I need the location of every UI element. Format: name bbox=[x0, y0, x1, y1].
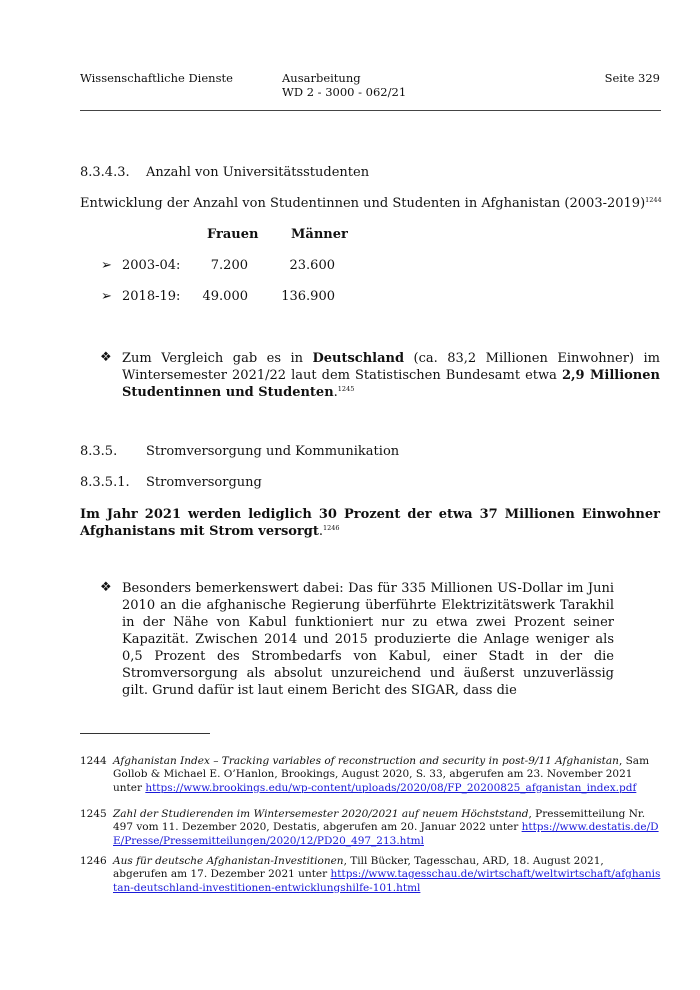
footnote-title: Afghanistan Index – Tracking variables of reconstruction and security in post-9/11 Afghanistan bbox=[113, 755, 619, 767]
footnote-number: 1245 bbox=[80, 808, 107, 820]
section-8351-title: Stromversorgung bbox=[146, 475, 262, 490]
footnote-number: 1246 bbox=[80, 855, 107, 867]
comparison-text-3: . bbox=[333, 385, 338, 400]
table-caption-text: Entwicklung der Anzahl von Studentinnen und Studenten in Afghanistan (2003-2019) bbox=[80, 196, 646, 211]
header-page-number: Seite 329 bbox=[604, 71, 660, 85]
table-header-maenner: Männer bbox=[291, 227, 348, 242]
section-8343-title: Anzahl von Universitätsstudenten bbox=[146, 165, 370, 180]
diamond-bullet-icon: ❖ bbox=[100, 350, 112, 365]
footnote-ref-1246[interactable]: 1246 bbox=[323, 524, 340, 532]
diamond-bullet-icon: ❖ bbox=[100, 580, 112, 595]
section-835-title: Stromversorgung und Kommunikation bbox=[146, 444, 400, 459]
header-institution: Wissenschaftliche Dienste bbox=[80, 71, 233, 85]
table-row-frauen: 7.200 bbox=[210, 258, 248, 273]
comparison-bold-count: 2,9 Millionen Studentinnen und Studenten bbox=[122, 368, 660, 400]
table-caption bbox=[80, 195, 680, 212]
footnote-separator bbox=[80, 733, 210, 734]
arrow-bullet-icon: ➢ bbox=[101, 289, 112, 304]
comparison-bold-country: Deutschland bbox=[312, 351, 405, 366]
footnote-title: Zahl der Studierenden im Wintersemester 2020/2021 auf neuem Höchststand bbox=[113, 808, 529, 820]
header-rule bbox=[80, 110, 661, 111]
section-8343-number: 8.3.4.3. bbox=[80, 165, 130, 180]
footnote-text: , Sam Gollob & Michael E. O’Hanlon, Brookings, August 2020, S. 33, abgerufen am 23. November 2021 unter bbox=[113, 755, 650, 794]
footnote-title: Aus für deutsche Afghanistan-Investitionen bbox=[113, 855, 344, 867]
table-row-maenner: 23.600 bbox=[289, 258, 335, 273]
footnote-ref-1244[interactable]: 1244 bbox=[645, 196, 662, 204]
strom-lead-tail: . bbox=[318, 524, 324, 539]
footnote-ref-1245[interactable]: 1245 bbox=[337, 385, 355, 393]
footnote-link[interactable]: https://www.brookings.edu/wp-content/uploads/2020/08/FP_20200825_afganistan_index.pdf bbox=[145, 781, 637, 794]
footnote-1245 bbox=[80, 808, 661, 848]
footnote-number: 1244 bbox=[80, 755, 107, 767]
section-835-number: 8.3.5. bbox=[80, 444, 118, 459]
footnote-link[interactable]: https://www.destatis.de/DE/Presse/Pressemitteilungen/2020/12/PD20_497_213.html bbox=[113, 821, 659, 847]
footnote-text: , Till Bücker, Tagesschau, ARD, 18. August 2021, abgerufen am 17. Dezember 2021 unter bbox=[113, 855, 604, 881]
header-doc-number: WD 2 - 3000 - 062/21 bbox=[282, 85, 407, 99]
comparison-text-2: (ca. 83,2 Millionen Einwohner) im Wintersemester 2021/22 laut dem Statistischen Bundesamt etwa bbox=[122, 351, 660, 383]
table-row-frauen: 49.000 bbox=[202, 289, 248, 304]
header-doc-type: Ausarbeitung bbox=[282, 71, 361, 85]
strom-lead-paragraph bbox=[80, 506, 660, 540]
arrow-bullet-icon: ➢ bbox=[101, 258, 112, 273]
table-row-maenner: 136.900 bbox=[281, 289, 335, 304]
footnote-1244 bbox=[80, 755, 661, 795]
section-8351-number: 8.3.5.1. bbox=[80, 475, 130, 490]
table-row-year: 2018-19: bbox=[122, 289, 181, 304]
footnote-link[interactable]: https://www.tagesschau.de/wirtschaft/weltwirtschaft/afghanistan-deutschland-investitionen-entwicklungshilfe-101.html bbox=[113, 868, 661, 894]
footnote-1246 bbox=[80, 855, 661, 895]
table-row-year: 2003-04: bbox=[122, 258, 181, 273]
tarakhil-paragraph: Besonders bemerkenswert dabei: Das für 335 Millionen US-Dollar im Juni 2010 an die afghanische Regierung überführte Elektrizitätswerk Tarakhil in der Nähe von Kabul funktioniert nur zu etwa zwei Prozent seiner Kapazität. Zwischen 2014 und 2015 produzierte die Anlage weniger als 0,5 Prozent des Strombedarfs von Kabul, einer Stadt in der die Stromversorgung als absolut unzureichend und äußerst unzuverlässig gilt. Grund dafür ist laut einem Bericht des SIGAR, dass die bbox=[122, 581, 614, 698]
footnote-text: , Pressemitteilung Nr. 497 vom 11. Dezember 2020, Destatis, abgerufen am 20. Januar 2022 unter bbox=[113, 808, 646, 834]
strom-lead-bold: Im Jahr 2021 werden lediglich 30 Prozent der etwa 37 Millionen Einwohner Afghanistans mit Strom versorgt bbox=[80, 507, 660, 539]
comparison-text-1: Zum Vergleich gab es in bbox=[122, 351, 313, 366]
table-header-frauen: Frauen bbox=[207, 227, 259, 242]
comparison-paragraph bbox=[122, 350, 660, 401]
